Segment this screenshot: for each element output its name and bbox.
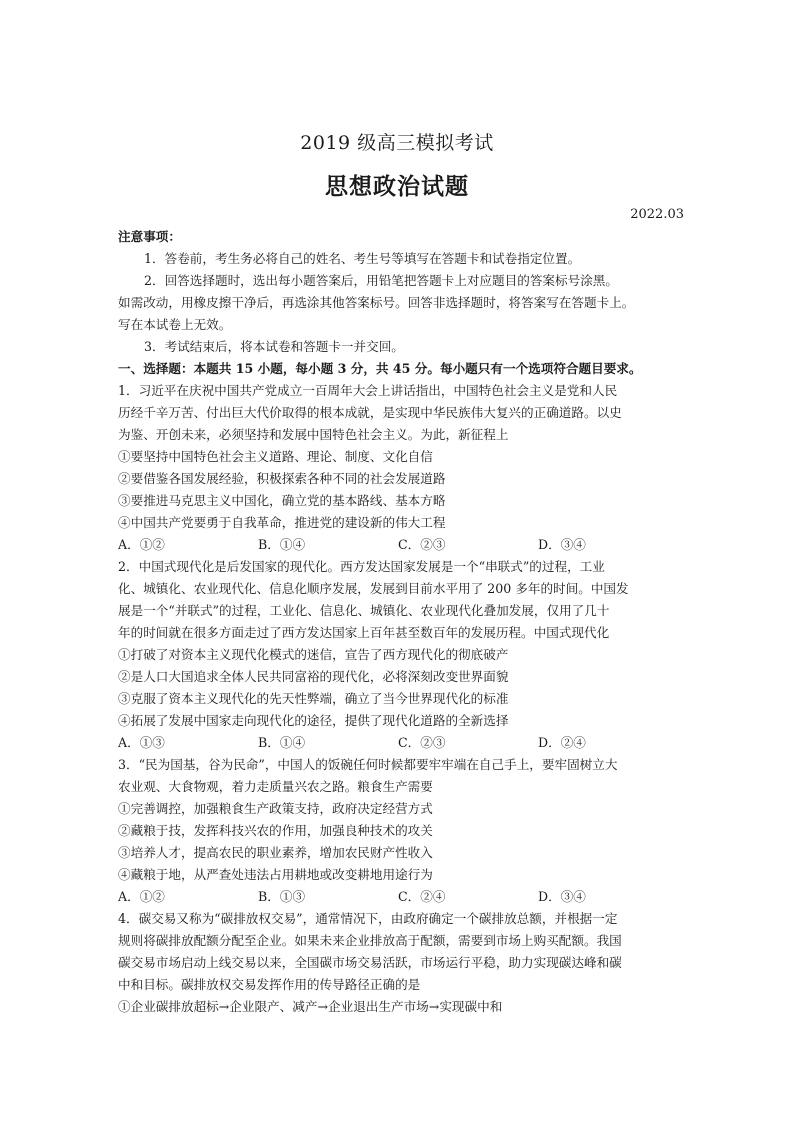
option-d: D．③④ <box>538 537 586 552</box>
question-1-options <box>118 534 678 556</box>
question-1-stem: 1．习近平在庆祝中国共产党成立一百周年大会上讲话指出，中国特色社会主义是党和人民 <box>118 383 618 398</box>
question-4-stem: 中和目标。碳排放权交易发挥作用的传导路径正确的是 <box>118 977 421 992</box>
question-3-item: ②藏粮于技，发挥科技兴农的作用，加强良种技术的攻关 <box>118 823 433 838</box>
question-1-item: ④中国共产党要勇于自我革命，推进党的建设新的伟大工程 <box>118 515 446 530</box>
question-1-stem: 为鉴、开创未来，必须坚持和发展中国特色社会主义。为此，新征程上 <box>118 427 509 442</box>
notice-item: 1．答卷前，考生务必将自己的姓名、考生号等填写在答题卡和试卷指定位置。 <box>144 251 581 266</box>
question-2-item: ③克服了资本主义现代化的先天性弊端，确立了当今世界现代化的标准 <box>118 691 509 706</box>
question-2-item: ②是人口大国追求全体人民共同富裕的现代化，必将深刻改变世界面貌 <box>118 669 509 684</box>
question-2-options <box>118 732 678 754</box>
question-3-item: ①完善调控，加强粮食生产政策支持，政府决定经营方式 <box>118 801 433 816</box>
option-a: A．①② <box>118 889 165 904</box>
notice-item-continued: 如需改动，用橡皮擦干净后，再选涂其他答案标号。回答非选择题时，将答案写在答题卡上。 <box>118 295 635 310</box>
question-1-item: ②要借鉴各国发展经验，积极探索各种不同的社会发展道路 <box>118 471 446 486</box>
question-4-item: ①企业碳排放超标→企业限产、减产→企业退出生产市场→实现碳中和 <box>118 999 503 1014</box>
option-c: C．②③ <box>398 537 446 552</box>
question-4-stem: 规则将碳排放配额分配至企业。如果未来企业排放高于配额，需要到市场上购买配额。我国 <box>118 933 622 948</box>
question-3-item: ④藏粮于地，从严查处违法占用耕地或改变耕地用途行为 <box>118 867 433 882</box>
option-b: B．①④ <box>258 537 306 552</box>
exam-date: 2022.03 <box>630 207 684 222</box>
question-2-item: ①打破了对资本主义现代化模式的迷信，宣告了西方现代化的彻底破产 <box>118 647 509 662</box>
option-b: B．①③ <box>258 889 306 904</box>
notice-item: 2．回答选择题时，选出每小题答案后，用铅笔把答题卡上对应题目的答案标号涂黑。 <box>144 273 618 288</box>
notice-item-continued: 写在本试卷上无效。 <box>118 317 232 332</box>
option-b: B．①④ <box>258 735 306 750</box>
notice-heading: 注意事项： <box>118 229 181 244</box>
question-2-stem: 化、城镇化、农业现代化、信息化顺序发展，发展到目前水平用了 200 多年的时间。中国发 <box>118 581 629 596</box>
option-c: C．②④ <box>398 889 446 904</box>
option-d: D．②④ <box>538 735 586 750</box>
question-3-options <box>118 886 678 908</box>
question-1-item: ①要坚持中国特色社会主义道路、理论、制度、文化自信 <box>118 449 433 464</box>
question-2-stem: 2．中国式现代化是后发国家的现代化。西方发达国家发展是一个“串联式”的过程，工业 <box>118 559 605 574</box>
question-3-stem: 3．“民为国基，谷为民命”，中国人的饭碗任何时候都要牢牢端在自己手上，要牢固树立大 <box>118 757 618 772</box>
section-heading: 一、选择题：本题共 15 小题，每小题 3 分，共 45 分。每小题只有一个选项符合题目要求。 <box>118 361 642 376</box>
question-1-stem: 历经千辛万苦、付出巨大代价取得的根本成就，是实现中华民族伟大复兴的正确道路。以史 <box>118 405 622 420</box>
question-3-stem: 农业观、大食物观，着力走质量兴农之路。粮食生产需要 <box>118 779 433 794</box>
exam-title: 2019 级高三模拟考试 <box>300 132 494 154</box>
option-c: C．②③ <box>398 735 446 750</box>
exam-body <box>118 226 678 1018</box>
question-3-item: ③培养人才，提高农民的职业素养，增加农民财产性收入 <box>118 845 433 860</box>
notice-item: 3．考试结束后，将本试卷和答题卡一并交回。 <box>144 339 404 354</box>
question-2-stem: 展是一个“并联式”的过程，工业化、信息化、城镇化、农业现代化叠加发展，仅用了几十 <box>118 603 610 618</box>
question-2-item: ④拓展了发展中国家走向现代化的途径，提供了现代化道路的全新选择 <box>118 713 509 728</box>
option-d: D．③④ <box>538 889 586 904</box>
option-a: A．①② <box>118 537 165 552</box>
exam-subject: 思想政治试题 <box>325 173 469 200</box>
option-a: A．①③ <box>118 735 165 750</box>
question-2-stem: 年的时间就在很多方面走过了西方发达国家上百年甚至数百年的发展历程。中国式现代化 <box>118 625 610 640</box>
question-4-stem: 碳交易市场启动上线交易以来，全国碳市场交易活跃，市场运行平稳，助力实现碳达峰和碳 <box>118 955 622 970</box>
question-4-stem: 4．碳交易又称为“碳排放权交易”，通常情况下，由政府确定一个碳排放总额，并根据一定 <box>118 911 618 926</box>
question-1-item: ③要推进马克思主义中国化，确立党的基本路线、基本方略 <box>118 493 446 508</box>
